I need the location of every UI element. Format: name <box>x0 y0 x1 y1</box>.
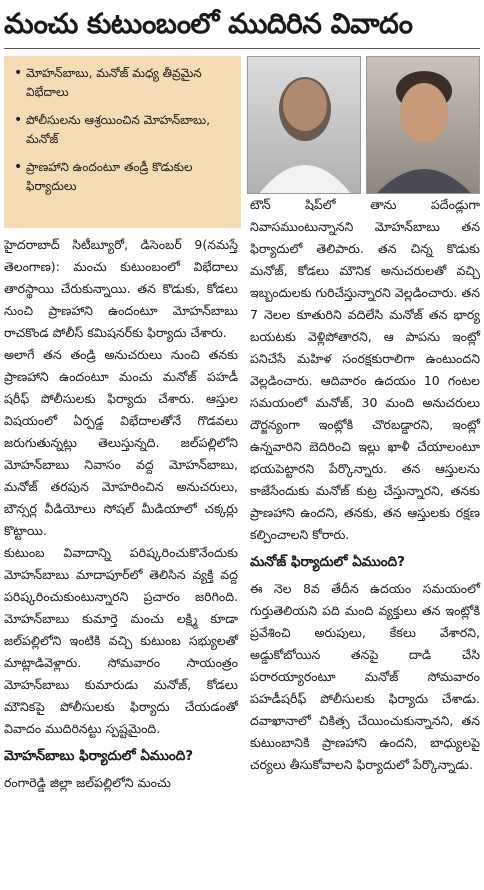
paragraph: హైదరాబాద్ సిటీబ్యూరో, డిసెంబర్ 9(నమస్తే తెలంగాణ): మంచు కుటుంబంలో విభేదాలు తారస్థాయి చేరుకున్నాయి. తన కొడుకు, కోడలు నుంచి ప్రాణహాని ఉందంటూ మోహన్‌బాబు రాచకొండ పోలీస్ కమిషనర్‌కు ఫిర్యాదు చేశారు. <box>4 237 238 340</box>
highlight-text: మోహన్‌బాబు, మనోజ్ మధ్య తీవ్రమైన విభేదాలు <box>26 66 202 99</box>
bullet-icon: • <box>14 65 23 81</box>
highlight-item <box>14 111 235 149</box>
headline: మంచు కుటుంబంలో ముదిరిన వివాదం <box>4 7 413 40</box>
subheading: మోహన్‌బాబు ఫిర్యాదులో ఏముంది? <box>4 748 194 764</box>
highlight-text: ప్రాణహాని ఉందంటూ తండ్రీ కొడుకుల ఫిర్యాదులు <box>26 160 193 193</box>
highlight-item <box>14 158 235 196</box>
highlights-box <box>4 56 241 228</box>
paragraph: కుటుంబ వివాదాన్ని పరిష్కరించుకొనేందుకు మోహన్‌బాబు మాదాపూర్‌లో తెలిసిన వ్యక్తి వద్ద పరిష్కరించుకుంటున్నారని ప్రచారం జరిగింది. మోహన్‌బాబు కుమార్తె మంచు లక్ష్మి కూడా జల్‌పల్లిలోని ఇంటికి వచ్చి కుటుంబ సభ్యులతో మాట్లాడివెళ్లారు. సోమవారం సాయంత్రం మోహన్‌బాబు కుమారుడు మనోజ్, కోడలు మౌనికపై పోలీసులకు ఫిర్యాదు చేయడంతో వివాదం ముదిరినట్టు స్పష్టమైంది. <box>4 545 238 736</box>
paragraph: టౌన్ షిప్‌లో తాను పదేండ్లుగా నివాసముంటున్నానని మోహన్‌బాబు తన ఫిర్యాదులో తెలిపారు. తన చిన్న కొడుకు మనోజ్, కోడలు మౌనిక అనుచరులతో వచ్చి ఇబ్బందులకు గురిచేస్తున్నారని వెల్లడించారు. తన 7 నెలల కూతురిని వదిలేసి మనోజ్ తన భార్య బయటకు వెళ్లిపోతారని, ఆ పాపను ఇంట్లో పనిచేసే మహిళ సంరక్షకురాలిగా ఉంటుందని వెల్లడించారు. ఆదివారం ఉదయం 10 గంటల సమయంలో మనోజ్, 30 మంది అనుచరులు దౌర్జన్యంగా ఇంట్లోకి చొరబడ్డారని, ఇంట్లో ఉన్నవారిని బెదిరించి ఇల్లు ఖాళీ చేయాలంటూ భయపెట్టారని పేర్కొన్నారు. తన ఆస్తులను కాజేసేందుకు మనోజ్ కుట్ర చేస్తున్నారని, తనకు ప్రాణహాని ఉందని, తనకు, తన ఆస్తులకు రక్షణ కల్పించాలని కోరారు. <box>250 197 480 542</box>
paragraph: ఈ నెల 8వ తేదీన ఉదయం సమయంలో గుర్తుతెలియని పది మంది వ్యక్తులు తన ఇంట్లోకి ప్రవేశించి అరుపులు, కేకలు వేశారని, అడ్డుకోబోయిన తనపై దాడి చేసి పరారయ్యారంటూ మనోజ్ సోమవారం పహడీషరీఫ్ పోలీసులకు ఫిర్యాదు చేశాడు. దవాఖానాలో చికిత్స చేయించుకున్నానని, తన కుటుంబానికి ప్రాణహాని ఉందని, బాధ్యులపై చర్యలు తీసుకోవాలని ఫిర్యాదులో పేర్కొన్నాడు. <box>250 581 480 772</box>
article-column-right <box>250 194 480 776</box>
portrait-image <box>367 57 480 194</box>
portrait-image <box>248 57 361 194</box>
paragraph: అలాగే తన తండ్రి అనుచరులు నుంచి తనకు ప్రాణహాని ఉందంటూ మంచు మనోజ్ పహడీ షరీఫ్ పోలీసులకు ఫిర్యాదు చేశారు. ఆస్తుల విషయంలో ఏర్పడ్డ విభేదాలతోనే గొడవలు జరుగుతున్నట్లు తెలుస్తున్నది. జల్‌పల్లిలోని మోహన్‌బాబు నివాసం వద్ద మోహన్‌బాబు, మనోజ్ తరపున మోహరించిన అనుచరులు, బౌన్సర్ల వీడియోలు సోషల్ మీడియాలో చక్కర్లు కొట్టాయి. <box>4 347 238 538</box>
photo-manoj <box>366 56 480 194</box>
bullet-icon: • <box>14 159 23 175</box>
article-column-left <box>4 234 238 794</box>
subheading: మనోజ్ ఫిర్యాదులో ఏముంది? <box>250 554 405 570</box>
paragraph: రంగారెడ్డి జిల్లా జల్‌పల్లిలోని మంచు <box>4 775 171 790</box>
bullet-icon: • <box>14 112 23 128</box>
highlight-item <box>14 64 235 102</box>
headline-rule <box>4 48 480 49</box>
photo-mohan-babu <box>247 56 361 194</box>
highlight-text: పోలీసులను ఆశ్రయించిన మోహన్‌బాబు, మనోజ్ <box>26 113 211 146</box>
